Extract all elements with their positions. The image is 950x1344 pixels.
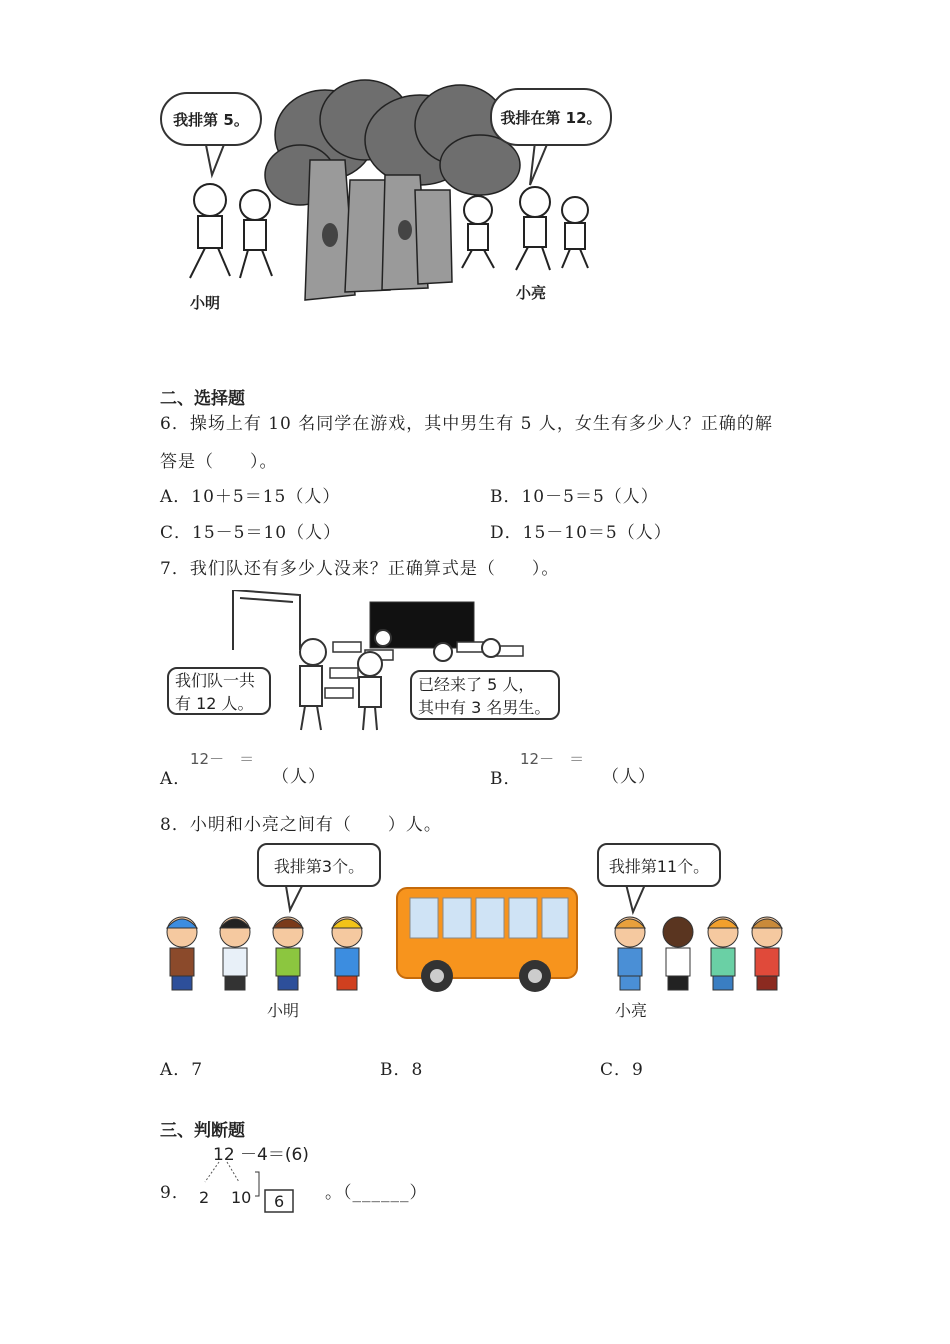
q8-option-b[interactable]: B．8 xyxy=(380,1060,424,1080)
q8-option-a[interactable]: A．7 xyxy=(160,1060,204,1080)
split-lines xyxy=(195,1138,325,1218)
q8-bubble-left xyxy=(257,843,381,887)
speech-bubble-right xyxy=(490,88,612,146)
bubble-line: 其中有 3 名男生。 xyxy=(418,698,551,717)
bubble-line: 有 12 人。 xyxy=(175,694,254,713)
q8-bubble-right xyxy=(597,843,721,887)
figure-tree-race xyxy=(160,70,645,320)
q6-option-d[interactable]: D．15－10＝5（人） xyxy=(490,523,672,543)
q6-option-c[interactable]: C．15－5＝10（人） xyxy=(160,523,342,543)
q7-text: 7．我们队还有多少人没来？正确算式是（ ）。 xyxy=(160,559,560,579)
q6-text-line2: 答是（ ）。 xyxy=(160,452,278,472)
q7-option-a-letter[interactable]: A． xyxy=(160,769,192,789)
bubble-line: 我们队一共 xyxy=(175,671,256,690)
q6-option-a[interactable]: A．10＋5＝15（人） xyxy=(160,487,341,507)
section-heading-judge: 三、判断题 xyxy=(160,1121,245,1141)
figure-bus-line xyxy=(155,840,800,1025)
bubble-text: 我排在第 12。 xyxy=(500,108,602,127)
q7-bubble-right xyxy=(410,670,560,720)
q7-option-a-expr: 12－ ＝ xyxy=(190,750,255,768)
q8-text: 8．小明和小亮之间有（ ）人。 xyxy=(160,815,442,835)
bubble-text: 我排第 5。 xyxy=(173,110,249,129)
label-xiaoming: 小明 xyxy=(190,294,221,312)
section-heading-choice: 二、选择题 xyxy=(160,389,245,409)
label-xiaoliang: 小亮 xyxy=(516,284,547,302)
speech-bubble-left xyxy=(160,92,262,146)
label-xiaoming-q8: 小明 xyxy=(267,1001,300,1020)
q9-boxed-answer: 6 xyxy=(274,1192,285,1211)
q9-figure xyxy=(195,1138,325,1218)
bubble-text: 我排第11个。 xyxy=(608,856,710,876)
bubble-line: 已经来了 5 人， xyxy=(418,675,535,694)
q7-option-a-unit: （人） xyxy=(272,767,326,787)
q6-text-line1: 6．操场上有 10 名同学在游戏，其中男生有 5 人，女生有多少人？正确的解 xyxy=(160,414,773,434)
q9-number: 9． xyxy=(160,1183,190,1203)
q9-split-b: 10 xyxy=(231,1188,252,1207)
q7-bubble-left xyxy=(167,667,271,715)
q8-option-c[interactable]: C．9 xyxy=(600,1060,644,1080)
q7-option-b-expr: 12－ ＝ xyxy=(520,750,585,768)
q7-option-b-unit: （人） xyxy=(602,767,656,787)
q6-option-b[interactable]: B．10－5＝5（人） xyxy=(490,487,659,507)
figure-classroom xyxy=(165,590,565,735)
q9-split-a: 2 xyxy=(199,1188,210,1207)
label-xiaoliang-q8: 小亮 xyxy=(615,1001,648,1020)
q7-option-b-letter[interactable]: B． xyxy=(490,769,522,789)
bubble-text: 我排第3个。 xyxy=(273,856,365,876)
q9-answer-blank[interactable]: 。（______） xyxy=(325,1183,428,1203)
q9-equation: 12 －4＝(6) xyxy=(213,1145,309,1165)
